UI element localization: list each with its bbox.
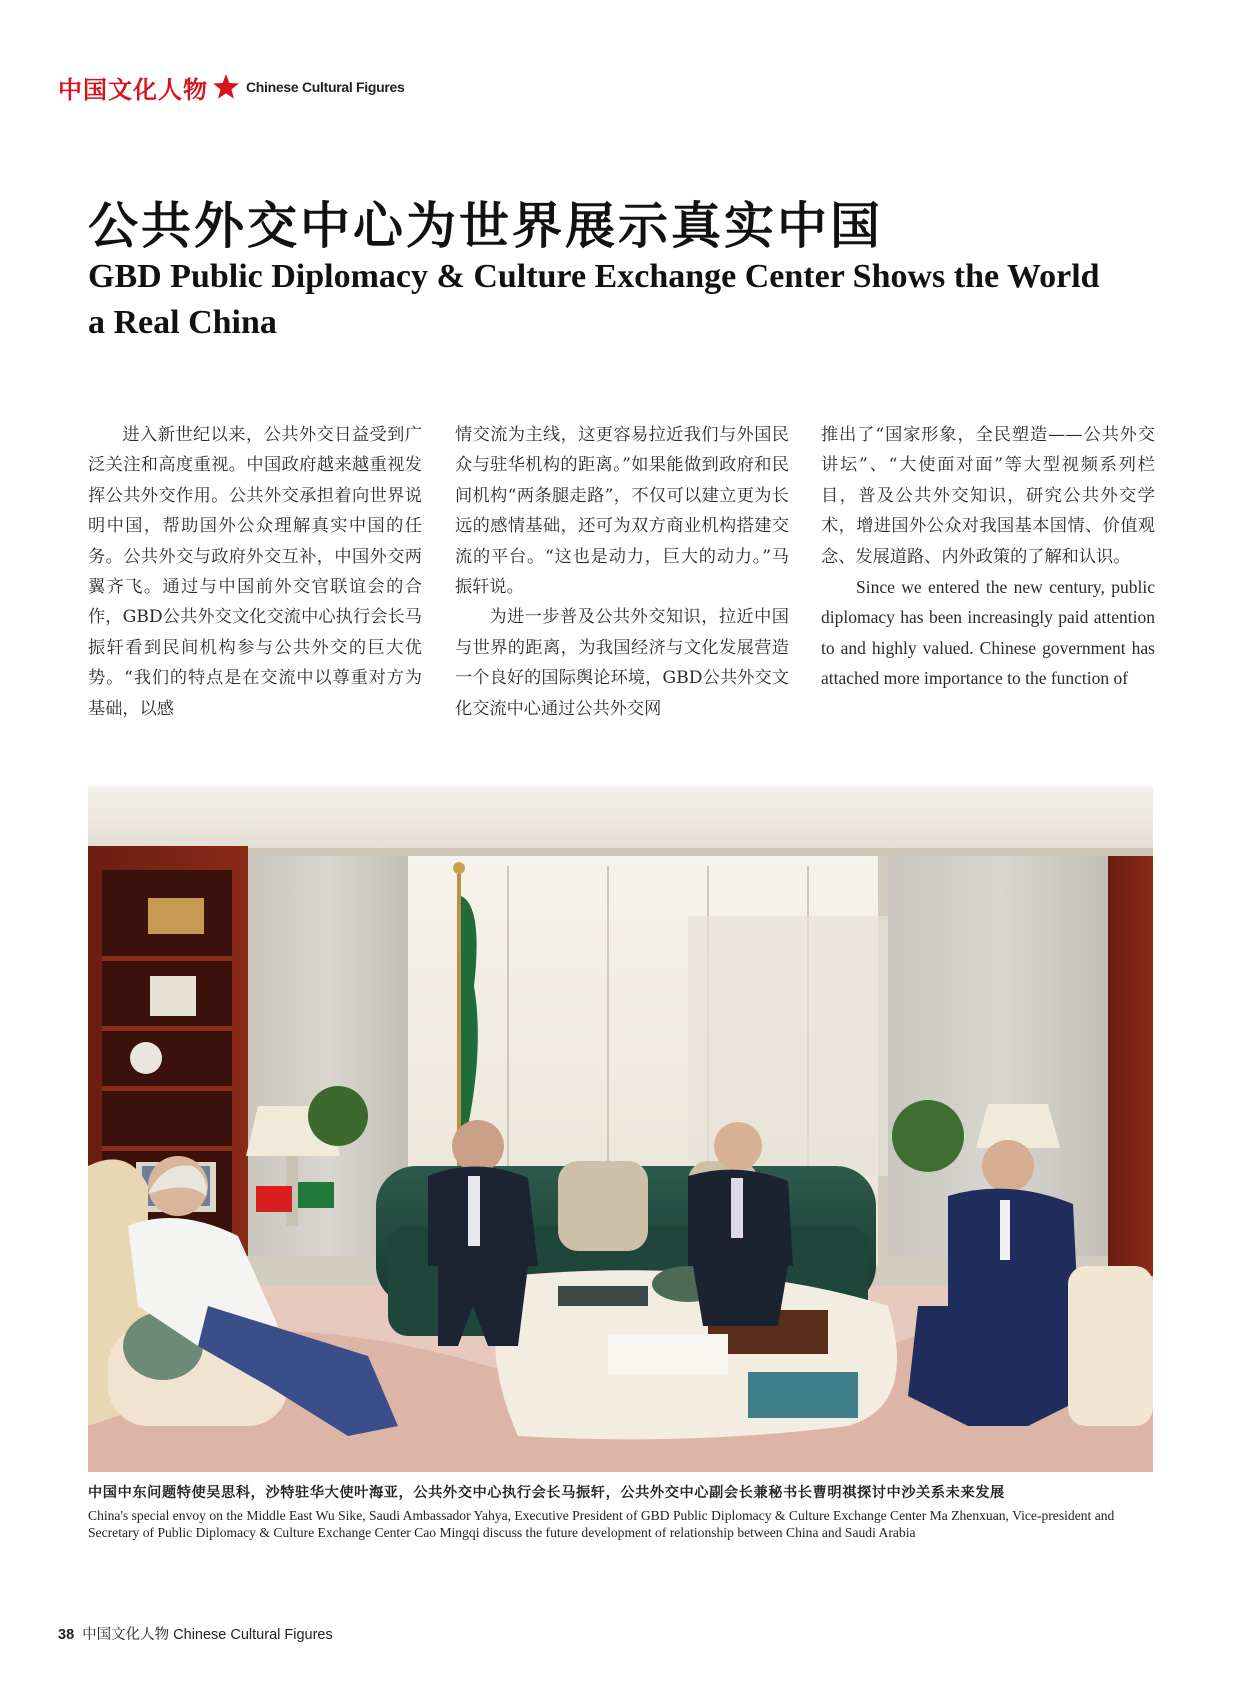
- paragraph: 情交流为主线，这更容易拉近我们与外国民众与驻华机构的距离。”如果能做到政府和民间机构“两条腿走路”，不仅可以建立更为长远的感情基础，还可为双方商业机构搭建交流的平台。“这也是动力，巨大的动力。”马振轩说。: [455, 425, 789, 598]
- text-column-2: [455, 420, 789, 724]
- meeting-photo: [88, 786, 1153, 1472]
- footer-label: 中国文化人物 Chinese Cultural Figures: [82, 1627, 333, 1643]
- paragraph: 为进一步普及公共外交知识，拉近中国与世界的距离，为我国经济与文化发展营造一个良好的国际舆论环境，GBD公共外交文化交流中心通过公共外交网: [455, 607, 789, 719]
- star-icon: [212, 73, 240, 101]
- magazine-header: [58, 70, 405, 104]
- brand-logo-cn: 中国文化人物: [58, 74, 208, 104]
- photo-caption-cn: 中国中东问题特使吴思科，沙特驻华大使叶海亚，公共外交中心执行会长马振轩，公共外交中心副会长兼秘书长曹明祺探讨中沙关系未来发展: [88, 1485, 1005, 1501]
- page-footer: [58, 1623, 333, 1644]
- text-column-3: [821, 420, 1155, 694]
- paragraph: 推出了“国家形象，全民塑造——公共外交讲坛”、“大使面对面”等大型视频系列栏目，普及公共外交知识，研究公共外交学术，增进国外公众对我国基本国情、价值观念、发展道路、内外政策的了解和认识。: [821, 425, 1155, 567]
- paragraph: 进入新世纪以来，公共外交日益受到广泛关注和高度重视。中国政府越来越重视发挥公共外交作用。公共外交承担着向世界说明中国，帮助国外公众理解真实中国的任务。公共外交与政府外交互补，中国外交两翼齐飞。通过与中国前外交官联谊会的合作，GBD公共外交文化交流中心执行会长马振轩看到民间机构参与公共外交的巨大优势。“我们的特点是在交流中以尊重对方为基础，以感: [88, 425, 422, 719]
- paragraph-en: Since we entered the new century, public diplomacy has been increasingly paid attention to and highly valued. Chinese government has attached more importance to the function of: [821, 577, 1155, 689]
- article-title-en: GBD Public Diplomacy & Culture Exchange Center Shows the World a Real China: [88, 258, 1100, 341]
- brand-logo-en: Chinese Cultural Figures: [246, 79, 405, 95]
- text-column-1: [88, 420, 422, 724]
- photo-caption-en: China's special envoy on the Middle East Wu Sike, Saudi Ambassador Yahya, Executive President of GBD Public Diplomacy & Culture Exchange Center Ma Zhenxuan, Vice-president and Secretary of Public Diplomacy & Culture Exchange Center Cao Mingqi discuss the future development of relationship between China and Saudi Arabia: [88, 1508, 1115, 1540]
- article-title-cn: 公共外交中心为世界展示真实中国: [88, 196, 883, 255]
- page-number: 38: [58, 1627, 75, 1643]
